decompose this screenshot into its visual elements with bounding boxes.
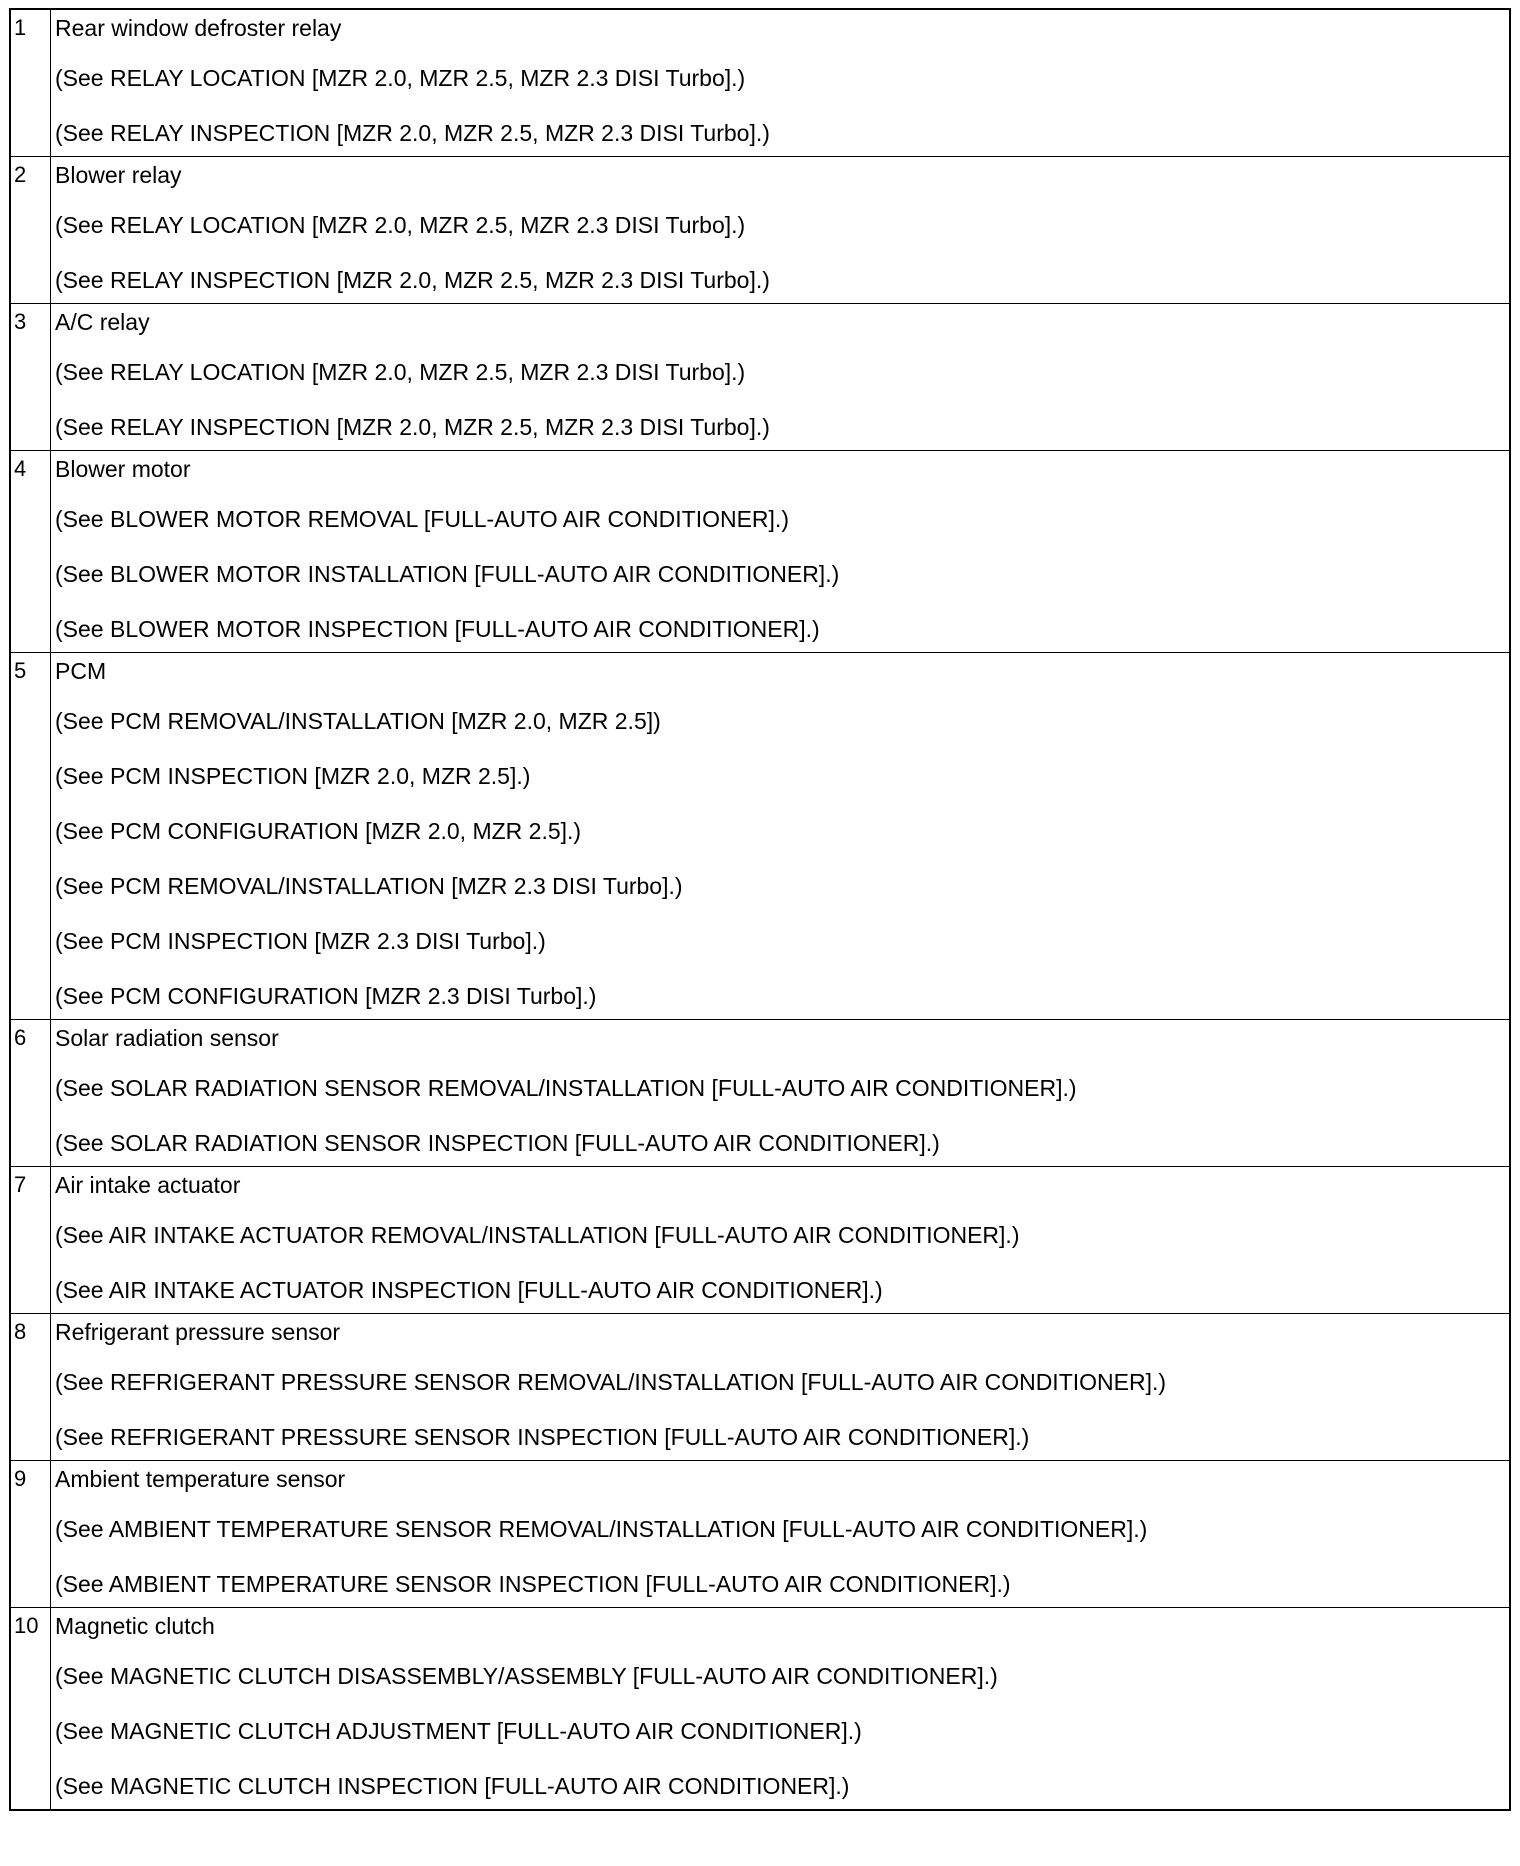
component-cell (51, 304, 1511, 451)
row-number-cell (10, 1020, 51, 1167)
procedure-reference: (See RELAY LOCATION [MZR 2.0, MZR 2.5, MZR 2.3 DISI Turbo].) (55, 212, 746, 238)
row-number-cell (10, 1167, 51, 1314)
table-row (10, 653, 1510, 1020)
component-name: Blower motor (55, 456, 191, 482)
procedure-reference: (See BLOWER MOTOR REMOVAL [FULL-AUTO AIR CONDITIONER].) (55, 506, 789, 532)
component-cell (51, 1608, 1511, 1811)
component-name: Blower relay (55, 162, 182, 188)
component-cell (51, 1167, 1511, 1314)
procedure-reference: (See AIR INTAKE ACTUATOR INSPECTION [FULL-AUTO AIR CONDITIONER].) (55, 1277, 883, 1303)
row-number-cell (10, 157, 51, 304)
procedure-reference: (See REFRIGERANT PRESSURE SENSOR REMOVAL/INSTALLATION [FULL-AUTO AIR CONDITIONER].) (55, 1369, 1167, 1395)
document-page (9, 8, 1511, 1811)
row-number: 8 (14, 1319, 27, 1344)
procedure-reference: (See AMBIENT TEMPERATURE SENSOR INSPECTION [FULL-AUTO AIR CONDITIONER].) (55, 1571, 1011, 1597)
procedure-reference: (See PCM INSPECTION [MZR 2.3 DISI Turbo].) (55, 928, 546, 954)
procedure-reference: (See REFRIGERANT PRESSURE SENSOR INSPECTION [FULL-AUTO AIR CONDITIONER].) (55, 1424, 1030, 1450)
row-number-cell (10, 1461, 51, 1608)
procedure-reference: (See PCM CONFIGURATION [MZR 2.3 DISI Turbo].) (55, 983, 597, 1009)
row-number: 5 (14, 658, 27, 683)
component-cell (51, 1020, 1511, 1167)
component-table-body (10, 9, 1510, 1810)
table-row (10, 9, 1510, 157)
procedure-reference: (See AMBIENT TEMPERATURE SENSOR REMOVAL/INSTALLATION [FULL-AUTO AIR CONDITIONER].) (55, 1516, 1148, 1542)
row-number-cell (10, 9, 51, 157)
component-name: Magnetic clutch (55, 1613, 215, 1639)
row-number-cell (10, 653, 51, 1020)
row-number-cell (10, 1314, 51, 1461)
component-reference-table (9, 8, 1511, 1811)
procedure-reference: (See AIR INTAKE ACTUATOR REMOVAL/INSTALLATION [FULL-AUTO AIR CONDITIONER].) (55, 1222, 1020, 1248)
table-row (10, 1608, 1510, 1811)
row-number: 1 (14, 15, 27, 40)
row-number-cell (10, 451, 51, 653)
table-row (10, 1020, 1510, 1167)
component-name: Ambient temperature sensor (55, 1466, 346, 1492)
procedure-reference: (See SOLAR RADIATION SENSOR INSPECTION [FULL-AUTO AIR CONDITIONER].) (55, 1130, 940, 1156)
procedure-reference: (See PCM REMOVAL/INSTALLATION [MZR 2.3 DISI Turbo].) (55, 873, 683, 899)
table-row (10, 1167, 1510, 1314)
row-number-cell (10, 1608, 51, 1811)
table-row (10, 1314, 1510, 1461)
component-cell (51, 1314, 1511, 1461)
procedure-reference: (See PCM CONFIGURATION [MZR 2.0, MZR 2.5].) (55, 818, 582, 844)
table-row (10, 304, 1510, 451)
table-row (10, 451, 1510, 653)
component-cell (51, 1461, 1511, 1608)
procedure-reference: (See PCM REMOVAL/INSTALLATION [MZR 2.0, MZR 2.5]) (55, 708, 661, 734)
component-name: Solar radiation sensor (55, 1025, 279, 1051)
procedure-reference: (See RELAY INSPECTION [MZR 2.0, MZR 2.5, MZR 2.3 DISI Turbo].) (55, 267, 770, 293)
table-row (10, 157, 1510, 304)
component-cell (51, 451, 1511, 653)
component-name: PCM (55, 658, 107, 684)
row-number: 3 (14, 309, 27, 334)
component-cell (51, 9, 1511, 157)
procedure-reference: (See RELAY LOCATION [MZR 2.0, MZR 2.5, MZR 2.3 DISI Turbo].) (55, 65, 746, 91)
component-name: A/C relay (55, 309, 150, 335)
procedure-reference: (See PCM INSPECTION [MZR 2.0, MZR 2.5].) (55, 763, 531, 789)
table-row (10, 1461, 1510, 1608)
procedure-reference: (See BLOWER MOTOR INSPECTION [FULL-AUTO AIR CONDITIONER].) (55, 616, 820, 642)
component-name: Refrigerant pressure sensor (55, 1319, 341, 1345)
procedure-reference: (See RELAY INSPECTION [MZR 2.0, MZR 2.5, MZR 2.3 DISI Turbo].) (55, 120, 770, 146)
row-number-cell (10, 304, 51, 451)
procedure-reference: (See MAGNETIC CLUTCH DISASSEMBLY/ASSEMBLY [FULL-AUTO AIR CONDITIONER].) (55, 1663, 998, 1689)
row-number: 7 (14, 1172, 27, 1197)
component-name: Rear window defroster relay (55, 15, 342, 41)
component-cell (51, 157, 1511, 304)
row-number: 2 (14, 162, 27, 187)
row-number: 4 (14, 456, 27, 481)
procedure-reference: (See RELAY LOCATION [MZR 2.0, MZR 2.5, MZR 2.3 DISI Turbo].) (55, 359, 746, 385)
procedure-reference: (See MAGNETIC CLUTCH INSPECTION [FULL-AUTO AIR CONDITIONER].) (55, 1773, 850, 1799)
component-cell (51, 653, 1511, 1020)
component-name: Air intake actuator (55, 1172, 241, 1198)
procedure-reference: (See MAGNETIC CLUTCH ADJUSTMENT [FULL-AUTO AIR CONDITIONER].) (55, 1718, 862, 1744)
procedure-reference: (See BLOWER MOTOR INSTALLATION [FULL-AUTO AIR CONDITIONER].) (55, 561, 840, 587)
row-number: 9 (14, 1466, 27, 1491)
procedure-reference: (See SOLAR RADIATION SENSOR REMOVAL/INSTALLATION [FULL-AUTO AIR CONDITIONER].) (55, 1075, 1077, 1101)
row-number: 6 (14, 1025, 27, 1050)
row-number: 10 (14, 1613, 39, 1638)
procedure-reference: (See RELAY INSPECTION [MZR 2.0, MZR 2.5, MZR 2.3 DISI Turbo].) (55, 414, 770, 440)
